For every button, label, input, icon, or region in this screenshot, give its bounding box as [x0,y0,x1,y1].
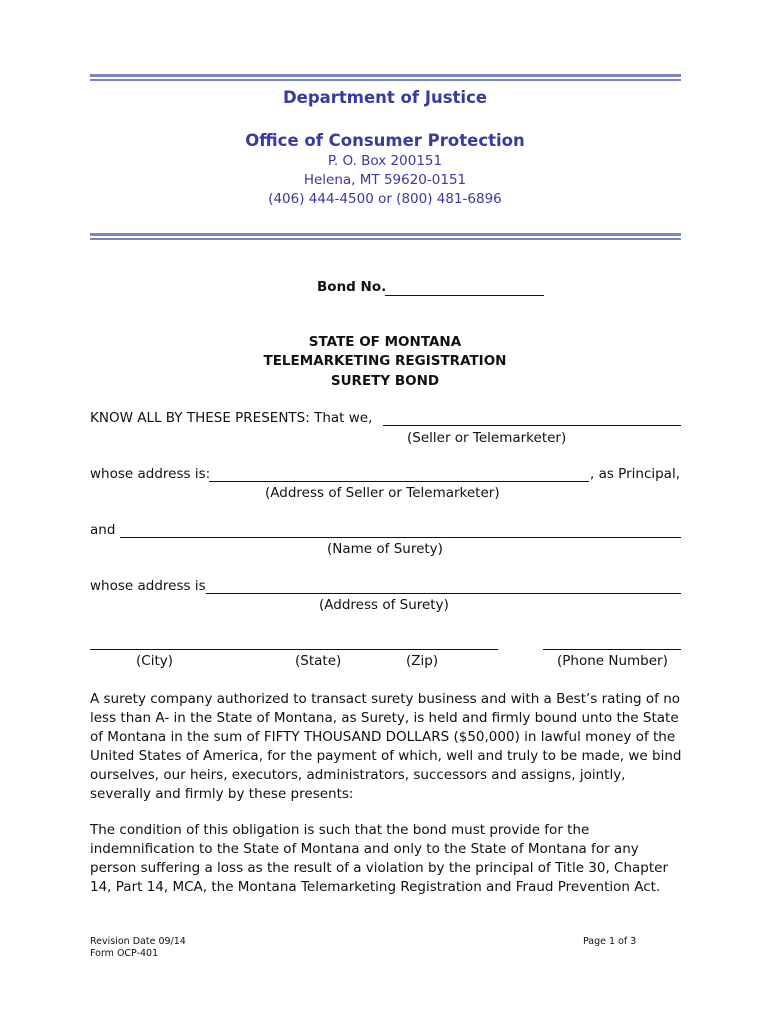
zip-caption: (Zip) [406,653,439,669]
department-title: Department of Justice [282,88,488,107]
whose-address-label: whose address is: [90,466,211,482]
address-line-1: P. O. Box 200151 [327,153,443,169]
bond-no-field[interactable] [385,295,544,296]
bond-no-label: Bond No. [317,279,387,295]
form-title-line-2: TELEMARKETING REGISTRATION [263,353,507,369]
revision-date: Revision Date 09/14 [90,936,186,947]
city-state-zip-field[interactable] [90,649,498,650]
condition-paragraph: The condition of this obligation is such that the bond must provide for the indemnification to the State of Montana and only to the State of Montana for any person suffering a loss as the result of a violation by the principal of Title 30, Chapter 14, Part 14, MCA, the Montana Telemarketing Registration and Fraud Prevention Act. [90,822,669,895]
know-all-text: KNOW ALL BY THESE PRESENTS: That we, [90,410,373,426]
state-caption: (State) [295,653,342,669]
city-caption: (City) [136,653,173,669]
surety-paragraph: A surety company authorized to transact surety business and with a Best’s rating of no less than A- in the State of Montana, as Surety, is held and firmly bound unto the State of Montana in the sum of FIFTY THOUSAND DOLLARS ($50,000) in lawful money of the United States of America, for the payment of which, well and truly to be made, we bind ourselves, our heirs, executors, administrators, successors and assigns, jointly, severally and firmly by these presents: [90,691,682,802]
seller-address-caption: (Address of Seller or Telemarketer) [265,485,500,501]
and-label: and [90,522,116,538]
seller-caption: (Seller or Telemarketer) [407,430,567,446]
form-number: Form OCP-401 [90,948,159,959]
office-title: Office of Consumer Protection [245,131,525,150]
address-line-2: Helena, MT 59620-0151 [303,172,467,188]
header-bottom-divider [90,233,681,240]
surety-name-caption: (Name of Surety) [327,541,443,557]
page-number: Page 1 of 3 [583,936,637,947]
surety-address-field[interactable] [206,593,681,594]
form-title-line-3: SURETY BOND [330,373,440,389]
surety-name-field[interactable] [120,537,681,538]
seller-name-field[interactable] [383,425,681,426]
phone-number-field[interactable] [543,649,681,650]
top-divider [90,74,681,81]
surety-address-label: whose address is [90,578,206,594]
surety-address-caption: (Address of Surety) [319,597,449,613]
form-title-line-1: STATE OF MONTANA [308,334,462,350]
as-principal-text: , as Principal, [590,466,680,482]
seller-address-field[interactable] [209,481,589,482]
phone-line: (406) 444-4500 or (800) 481-6896 [268,191,502,207]
phone-caption: (Phone Number) [557,653,668,669]
